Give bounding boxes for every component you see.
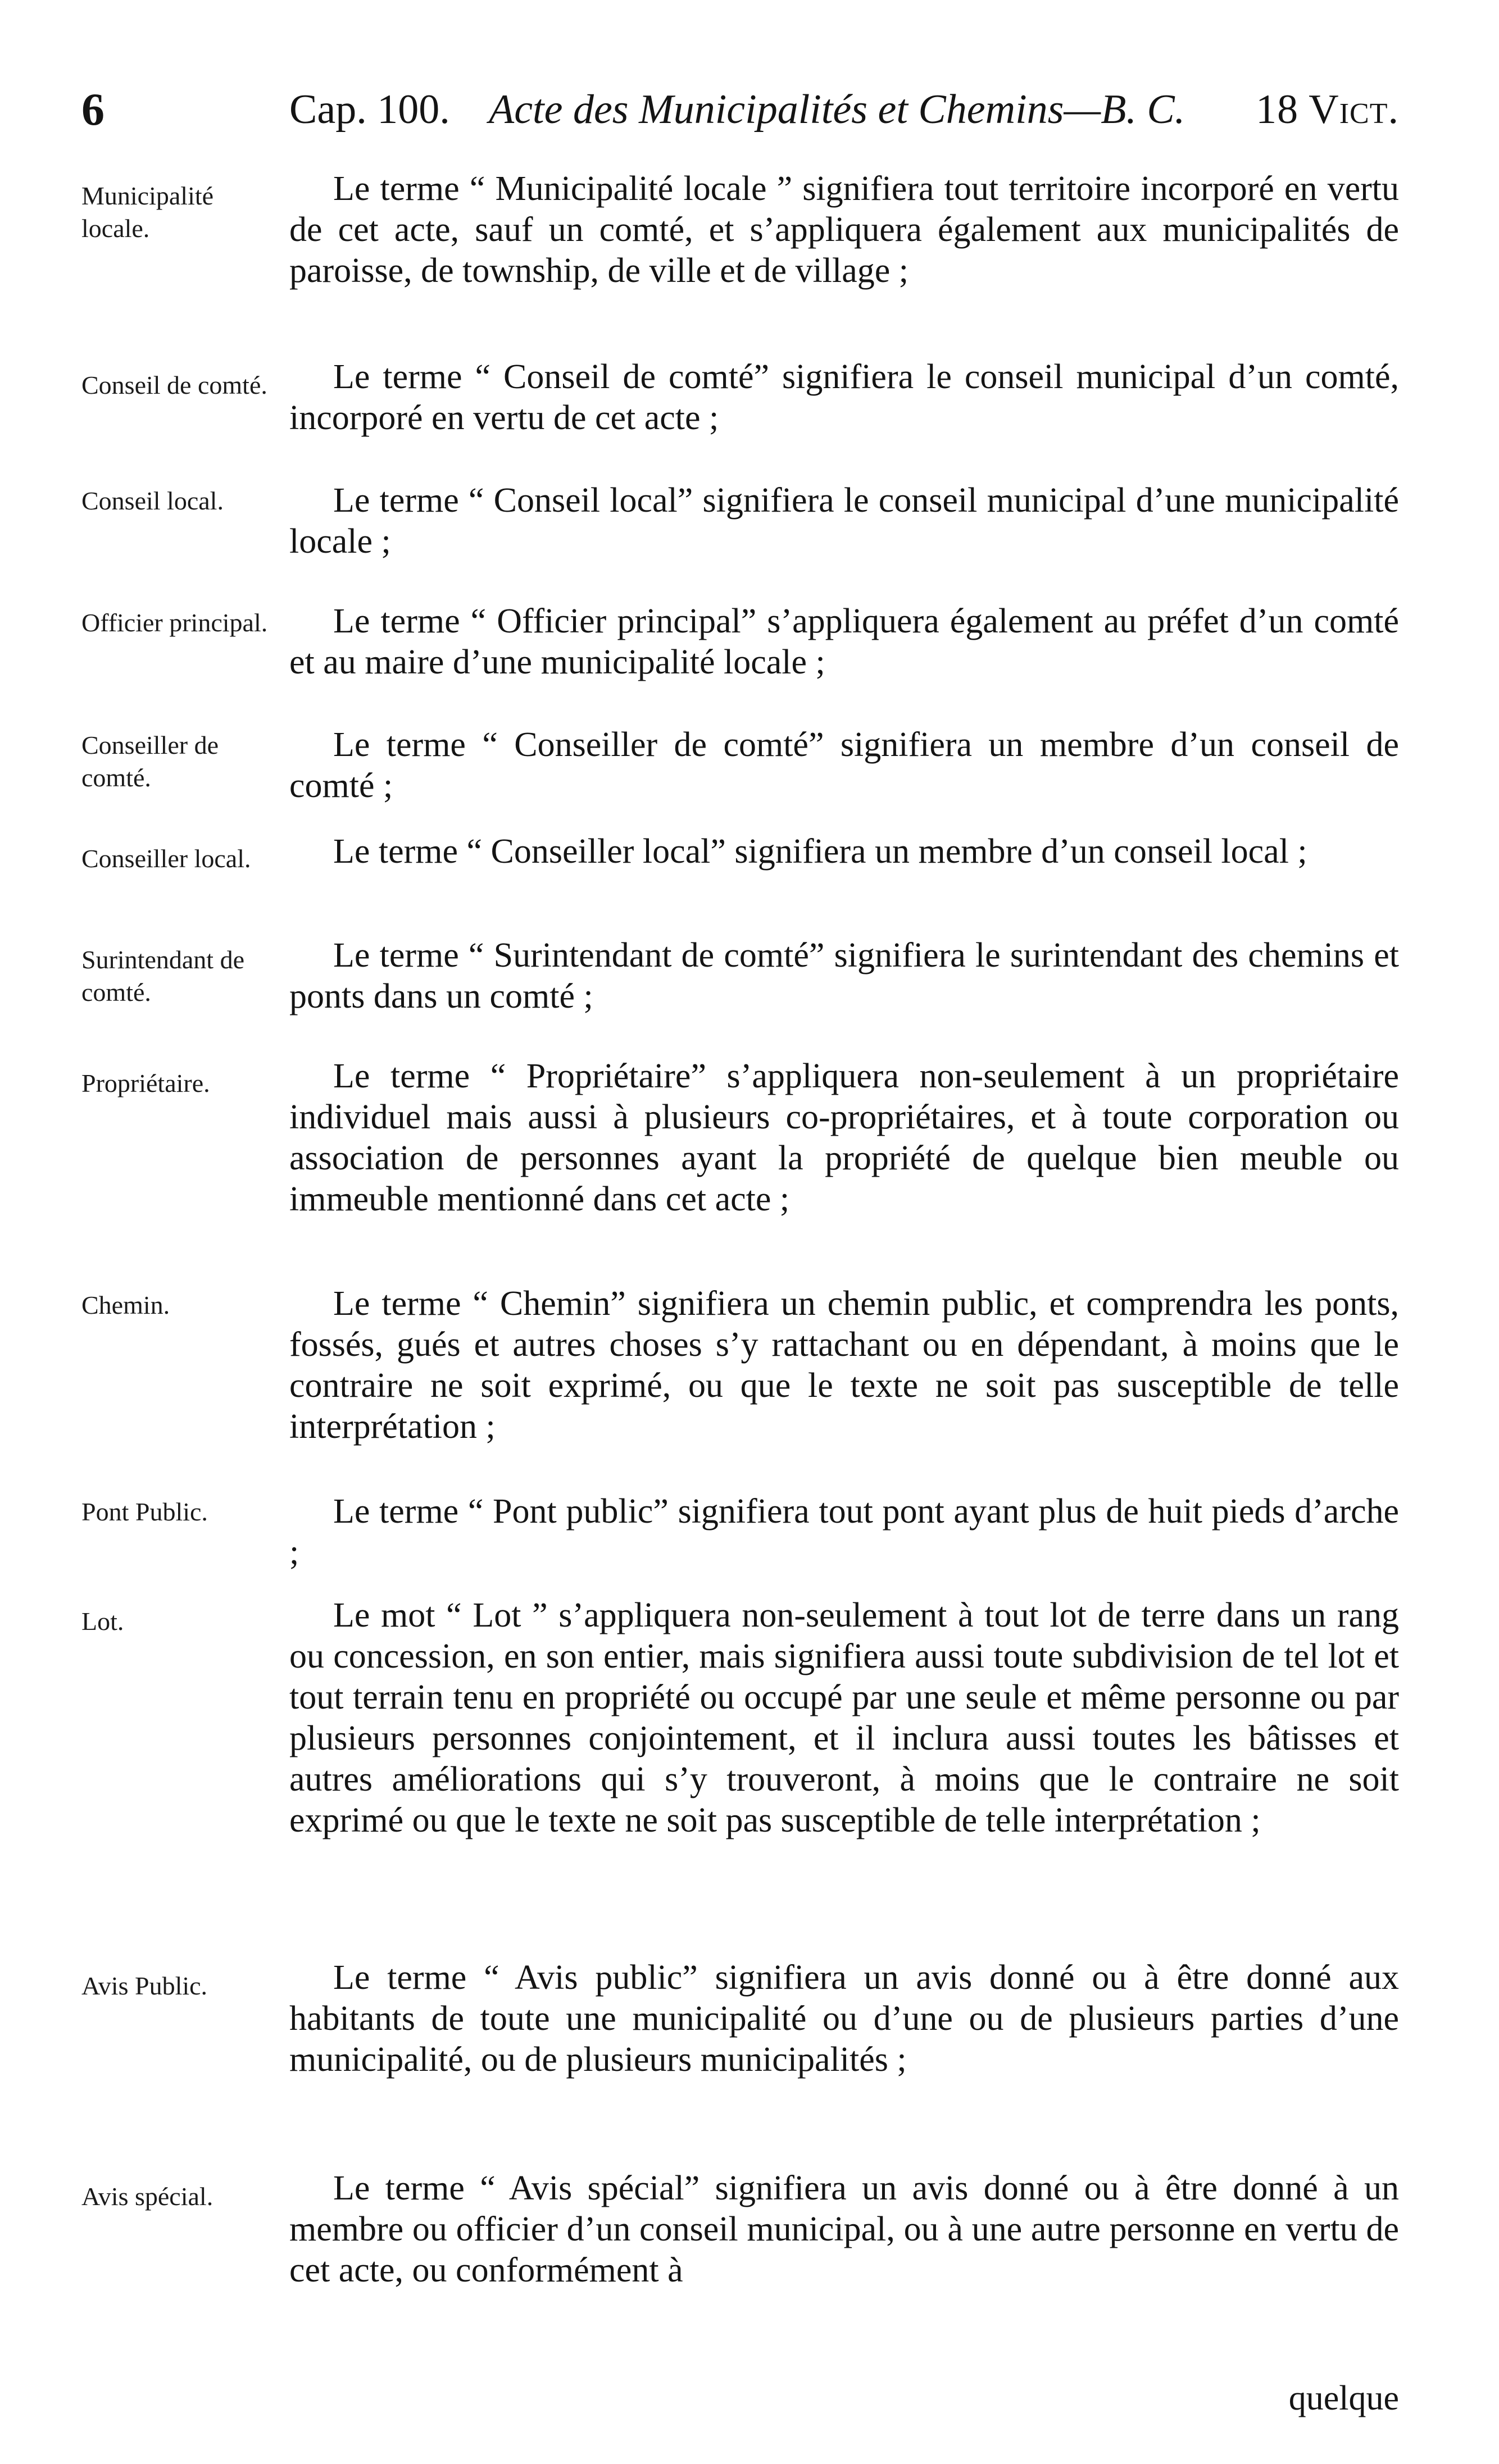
chapter-number: Cap. 100.: [289, 86, 450, 133]
regnal-year: 18 Vict.: [1256, 86, 1399, 133]
margin-note: Lot.: [81, 1607, 124, 1636]
definition-text: Le mot “ Lot ” s’appliquera non-seulement à tout lot de terre dans un rang ou concession, en son entier, mais signifiera aussi toute subdivision de tel lot et tout terrain tenu en propriété ou occupé par une seule et même personne ou par plusieurs personnes conjointement, et il inclura aussi toutes les bâtisses et autres améliorations qui s’y trouveront, à moins que le contraire ne soit exprimé ou que le texte ne soit pas susceptible de telle interprétation ;: [289, 1596, 1399, 1839]
margin-note: Conseil local.: [81, 486, 224, 515]
definition-text: Le terme “ Municipalité locale ” signifiera tout territoire incorporé en vertu de cet acte, sauf un comté, et s’appliquera également aux municipalités de paroisse, de township, de ville et de village ;: [289, 170, 1399, 290]
running-header: [81, 84, 1399, 135]
margin-note: Propriétaire.: [81, 1069, 210, 1097]
definition-text: Le terme “ Conseiller local” signifiera un membre d’un conseil local ;: [333, 832, 1307, 871]
margin-note: Conseiller de comté.: [81, 731, 219, 792]
catchword: quelque: [1288, 2379, 1399, 2417]
definition-text: Le terme “ Conseil de comté” signifiera le conseil municipal d’un comté, incorporé en vertu de cet acte ;: [289, 358, 1399, 437]
definition-text: Le terme “ Conseil local” signifiera le conseil municipal d’une municipalité locale ;: [289, 481, 1399, 561]
definition-text: Le terme “ Surintendant de comté” signifiera le surintendant des chemins et ponts dans un comté ;: [289, 936, 1399, 1015]
definition-text: Le terme “ Propriétaire” s’appliquera non-seulement à un propriétaire individuel mais aussi à plusieurs co-propriétaires, et à toute corporation ou association de personnes ayant la propriété de quelque bien meuble ou immeuble mentionné dans cet acte ;: [289, 1057, 1399, 1218]
margin-note: Conseil de comté.: [81, 371, 267, 399]
margin-note: Pont Public.: [81, 1497, 208, 1526]
definition-text: Le terme “ Avis public” signifiera un avis donné ou à être donné aux habitants de toute une municipalité ou d’une ou de plusieurs parties d’une municipalité, ou de plusieurs municipalités ;: [289, 1959, 1399, 2079]
definition-text: Le terme “ Officier principal” s’appliquera également au préfet d’un comté et au maire d’une municipalité locale ;: [289, 602, 1399, 681]
definition-text: Le terme “ Chemin” signifiera un chemin public, et comprendra les ponts, fossés, gués et autres choses s’y rattachant ou en dépendant, à moins que le contraire ne soit exprimé, ou que le texte ne soit pas susceptible de telle interprétation ;: [289, 1285, 1399, 1446]
margin-note: Chemin.: [81, 1291, 170, 1319]
act-title: Acte des Municipalités et Chemins—B. C.: [489, 86, 1185, 133]
margin-note: Officier principal.: [81, 608, 268, 637]
margin-note: Municipalité locale.: [81, 181, 214, 243]
definition-text: Le terme “ Conseiller de comté” signifiera un membre d’un conseil de comté ;: [289, 726, 1399, 805]
definition-text: Le terme “ Pont public” signifiera tout pont ayant plus de huit pieds d’arche ;: [289, 1492, 1399, 1572]
page-number: 6: [81, 84, 105, 135]
margin-note: Avis spécial.: [81, 2182, 214, 2211]
margin-note: Conseiller local.: [81, 844, 251, 873]
margin-note: Surintendant de comté.: [81, 945, 244, 1006]
margin-note: Avis Public.: [81, 1971, 208, 2000]
definition-text: Le terme “ Avis spécial” signifiera un avis donné ou à être donné à un membre ou officier d’un conseil municipal, ou à une autre personne en vertu de cet acte, ou conformément à: [289, 2169, 1399, 2289]
